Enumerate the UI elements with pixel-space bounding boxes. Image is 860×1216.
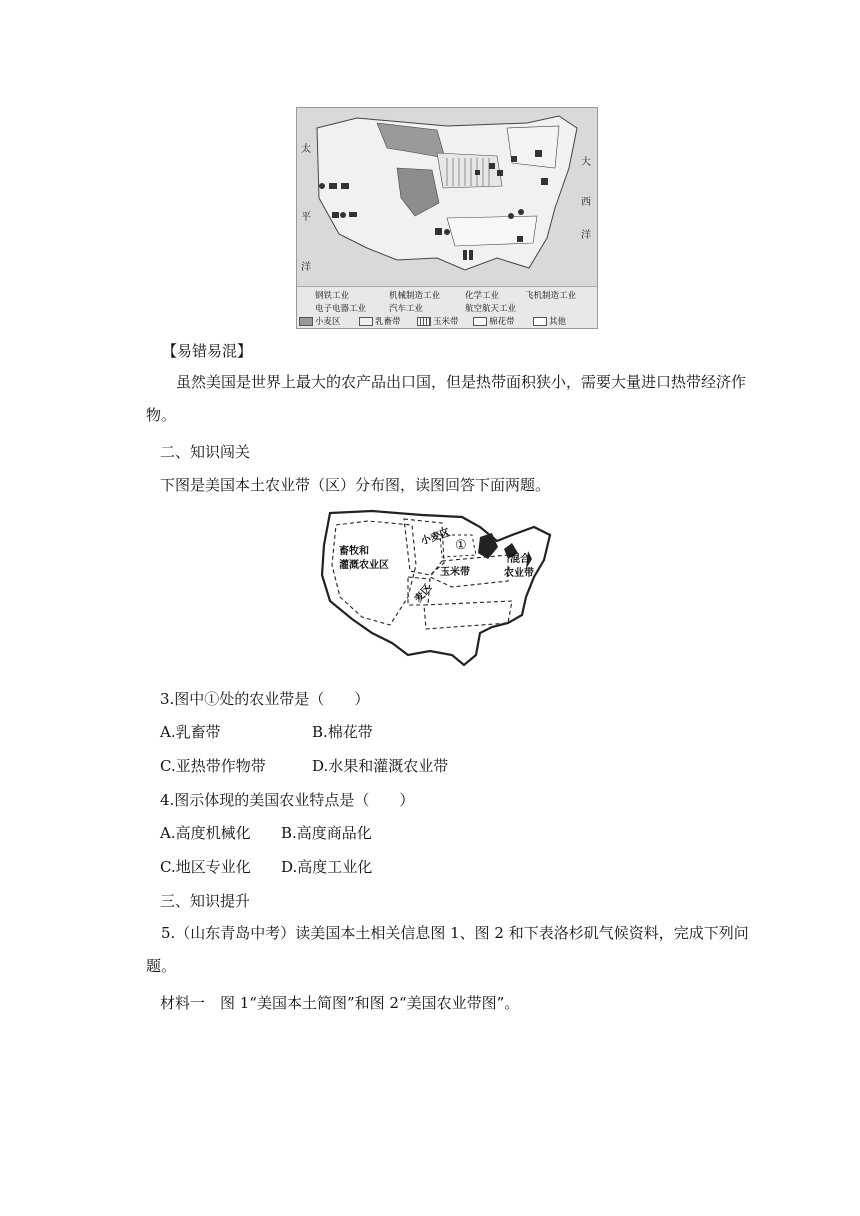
- us-map-image: [297, 108, 597, 286]
- q3-option-c[interactable]: C.亚热带作物带: [160, 757, 266, 775]
- q4-option-d[interactable]: D.高度工业化: [281, 858, 373, 876]
- map-label-mixed: 混合: [510, 554, 530, 565]
- us-agriculture-belt-map: [312, 505, 557, 670]
- section3-title: 三、知识提升: [160, 892, 251, 910]
- map-label-atlantic-3: 洋: [581, 230, 591, 241]
- legend-cotton: 棉花带: [473, 315, 515, 327]
- legend-aircraft: 飞机制造工业: [525, 291, 577, 301]
- section2-title: 二、知识闯关: [160, 443, 251, 461]
- map-label-irrigation: 灌溉农业区: [339, 560, 389, 571]
- q3-stem: 3.图中①处的农业带是（ ）: [160, 690, 370, 708]
- legend-dairy: 乳畜带: [359, 315, 401, 327]
- q3-option-d[interactable]: D.水果和灌溉农业带: [312, 757, 449, 775]
- legend-other: 其他: [533, 315, 566, 327]
- q4-option-b[interactable]: B.高度商品化: [281, 824, 372, 842]
- q3-option-b[interactable]: B.棉花带: [312, 723, 373, 741]
- map-label-pacific-2: 平: [301, 212, 311, 223]
- us-industry-map: [296, 107, 598, 329]
- map-label-pacific-3: 洋: [301, 262, 311, 273]
- legend-aerospace: 航空航天工业: [465, 304, 517, 314]
- legend-corn: 玉米带: [417, 315, 459, 327]
- map-label-corn: 玉米带: [440, 567, 470, 578]
- map-label-circle-1: ①: [455, 538, 467, 553]
- map-label-wheat: 小麦区: [419, 527, 452, 548]
- map-label-mixed-2: 农业带: [504, 568, 534, 579]
- legend-electronics: 电子电器工业: [315, 304, 367, 314]
- section2-intro: 下图是美国本土农业带（区）分布图，读图回答下面两题。: [160, 476, 551, 494]
- q4-option-c[interactable]: C.地区专业化: [160, 858, 251, 876]
- map-label-atlantic-1: 大: [581, 157, 591, 168]
- legend-chemical: 化学工业: [465, 291, 500, 301]
- map-label-grazing: 畜牧和: [339, 546, 369, 557]
- easy-mistake-heading: 【易错易混】: [162, 342, 253, 360]
- map-legend: [297, 286, 597, 329]
- legend-steel: 钢铁工业: [315, 291, 350, 301]
- q4-stem: 4.图示体现的美国农业特点是（ ）: [160, 791, 415, 809]
- map-label-wheat-2: 麦区: [412, 582, 435, 605]
- map-label-pacific-1: 太: [301, 144, 311, 155]
- easy-mistake-text: 虽然美国是世界上最大的农产品出口国，但是热带面积狭小，需要大量进口热带经济作物。: [146, 373, 747, 424]
- map-label-atlantic-2: 西: [581, 197, 591, 208]
- legend-auto: 汽车工业: [389, 304, 424, 314]
- q5-text: 5.（山东青岛中考）读美国本土相关信息图 1、图 2 和下表洛杉矶气候资料，完成下列问题。: [146, 924, 749, 975]
- q3-option-a[interactable]: A.乳畜带: [160, 723, 221, 741]
- q4-option-a[interactable]: A.高度机械化: [160, 824, 251, 842]
- legend-machinery: 机械制造工业: [389, 291, 441, 301]
- legend-wheat: 小麦区: [299, 315, 341, 327]
- material-one: 材料一 图 1“美国本土简图”和图 2“美国农业带图”。: [160, 994, 520, 1012]
